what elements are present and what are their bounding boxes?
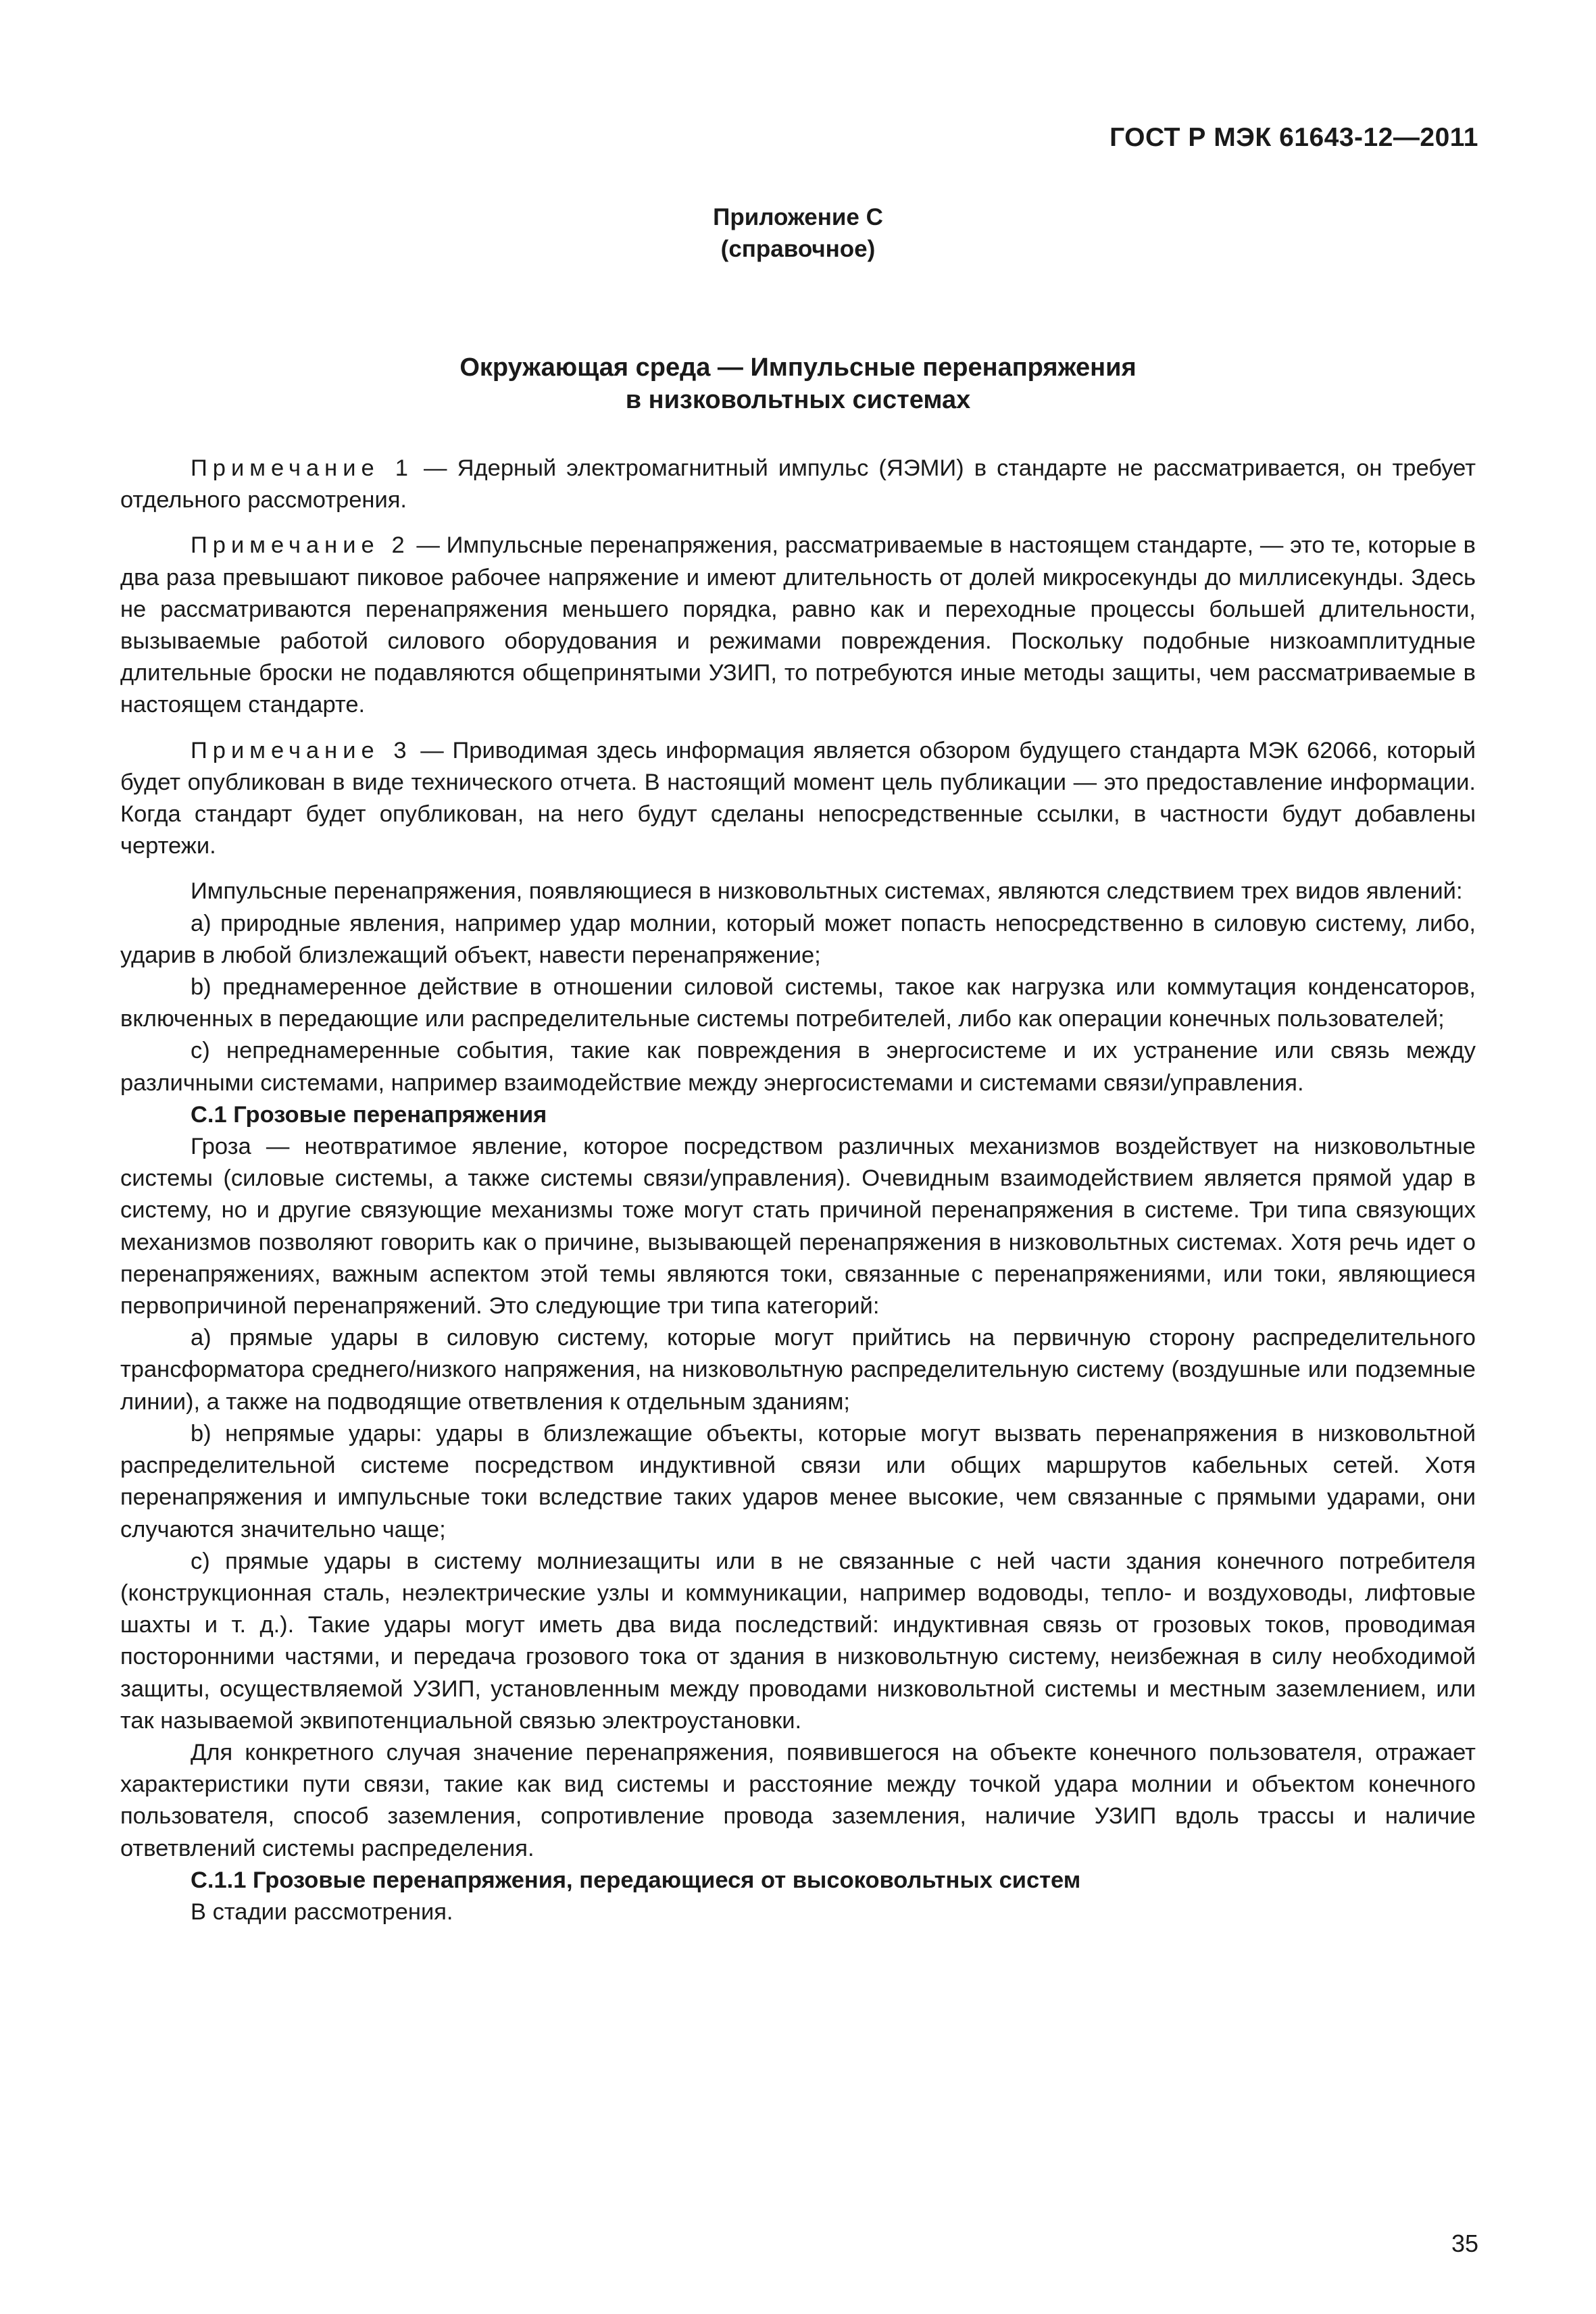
note-text: — Ядерный электромагнитный импульс (ЯЭМИ) в стандарте не рассматривается, он требует отдельного рассмотрения. xyxy=(120,455,1476,513)
section-c1-closing: Для конкретного случая значение перенапряжения, появившегося на объекте конечного пользователя, отражает характеристики пути связи, такие как вид системы и расстояние между точкой удара молнии и объектом конечного пользователя, способ заземления, сопротивление провода заземления, наличие УЗИП вдоль трассы и наличие ответвлений системы распределения. xyxy=(120,1739,1476,1861)
section-c1-item-c: c) прямые удары в систему молниезащиты или в не связанные с ней части здания конечного потребителя (конструкционная сталь, неэлектрические узлы и коммуникации, например водоводы, тепло- и воздуховоды, лифтовые шахты и т. д.). Такие удары могут иметь два вида последствий: индуктивная связь от грозовых токов, проводимая посторонними частями, и передача грозового тока от здания в низковольтную систему, неизбежная в силу необходимой защиты, осуществляемой УЗИП, установленным между проводами низковольтной системы и местным заземлением, или так называемой эквипотенциальной связью электроустановки. xyxy=(120,1548,1476,1734)
intro-item-b: b) преднамеренное действие в отношении силовой системы, такое как нагрузка или коммутация конденсаторов, включенных в передающие или распределительные системы потребителей, либо как операции конечных пользователей; xyxy=(120,974,1476,1032)
standard-code: ГОСТ Р МЭК 61643-12—2011 xyxy=(1109,123,1478,152)
appendix-heading xyxy=(0,201,1596,265)
section-c1-heading: С.1 Грозовые перенапряжения xyxy=(191,1101,547,1128)
note-text: — Приводимая здесь информация является обзором будущего стандарта МЭК 62066, который будет опубликован в виде технического отчета. В настоящий момент цель публикации — это предоставление информации. Когда стандарт будет опубликован, на него будут сделаны непосредственные ссылки, в частности будут добавлены чертежи. xyxy=(120,737,1476,859)
appendix-subtitle: (справочное) xyxy=(720,236,876,262)
appendix-title: Приложение С xyxy=(713,204,883,230)
title-line-2: в низковольтных системах xyxy=(625,386,971,414)
section-c1-lead: Гроза — неотвратимое явление, которое посредством различных механизмов воздействует на низковольтные системы (силовые системы, а также системы связи/управления). Очевидным взаимодействием является прямой удар в систему, но и другие связующие механизмы тоже могут стать причиной перенапряжения в системе. Три типа связующих механизмов позволяют говорить как о причине, вызывающей перенапряжения в низковольтных системах. Хотя речь идет о перенапряжениях, важным аспектом этой темы являются токи, связанные с перенапряжениями, или токи, являющиеся первопричиной перенапряжений. Это следующие три типа категорий: xyxy=(120,1134,1476,1319)
note-label: Примечание 2 xyxy=(191,532,410,559)
note-3 xyxy=(120,735,1476,863)
section-c11-heading: С.1.1 Грозовые перенапряжения, передающиеся от высоковольтных систем xyxy=(191,1867,1081,1893)
note-label: Примечание 1 xyxy=(191,455,414,481)
title-line-1: Окружающая среда — Импульсные перенапряжения xyxy=(459,353,1137,382)
page-number: 35 xyxy=(1451,2230,1478,2257)
intro-item-c: c) непреднамеренные события, такие как повреждения в энергосистеме и их устранение или связь между различными системами, например взаимодействие между энергосистемами и системами связи/управления. xyxy=(120,1038,1476,1096)
note-1 xyxy=(120,453,1476,516)
intro-item-a: a) природные явления, например удар молнии, который может попасть непосредственно в силовую систему, либо, ударив в любой близлежащий объект, навести перенапряжение; xyxy=(120,910,1476,968)
note-text: — Импульсные перенапряжения, рассматриваемые в настоящем стандарте, — это те, которые в два раза превышают пиковое рабочее напряжение и имеют длительность от долей микросекунды до миллисекунды. Здесь не рассматриваются перенапряжения меньшего порядка, равно как и переходные процессы большей длительности, вызываемые работой силового оборудования и режимами повреждения. Поскольку подобные низкоамплитудные длительные броски не подавляются общепринятыми УЗИП, то потребуются иные методы защиты, чем рассматриваемые в настоящем стандарте. xyxy=(120,532,1476,718)
document-title xyxy=(0,351,1596,416)
note-2 xyxy=(120,530,1476,721)
note-label: Примечание 3 xyxy=(191,737,412,763)
section-c1-item-b: b) непрямые удары: удары в близлежащие объекты, которые могут вызвать перенапряжения в низковольтной распределительной системе посредством индуктивной связи или общих маршрутов кабельных сетей. Хотя перенапряжения и импульсные токи вследствие таких ударов менее высокие, чем связанные с прямыми ударами, они случаются значительно чаще; xyxy=(120,1420,1476,1542)
body-text xyxy=(120,453,1476,1928)
section-c11-text: В стадии рассмотрения. xyxy=(191,1898,453,1925)
intro-paragraph: Импульсные перенапряжения, появляющиеся в низковольтных системах, являются следствием трех видов явлений: xyxy=(191,878,1463,905)
section-c1-item-a: a) прямые удары в силовую систему, которые могут прийтись на первичную сторону распределительного трансформатора среднего/низкого напряжения, на низковольтную распределительную систему (воздушные или подземные линии), а также на подводящие ответвления к отдельным зданиям; xyxy=(120,1325,1476,1415)
